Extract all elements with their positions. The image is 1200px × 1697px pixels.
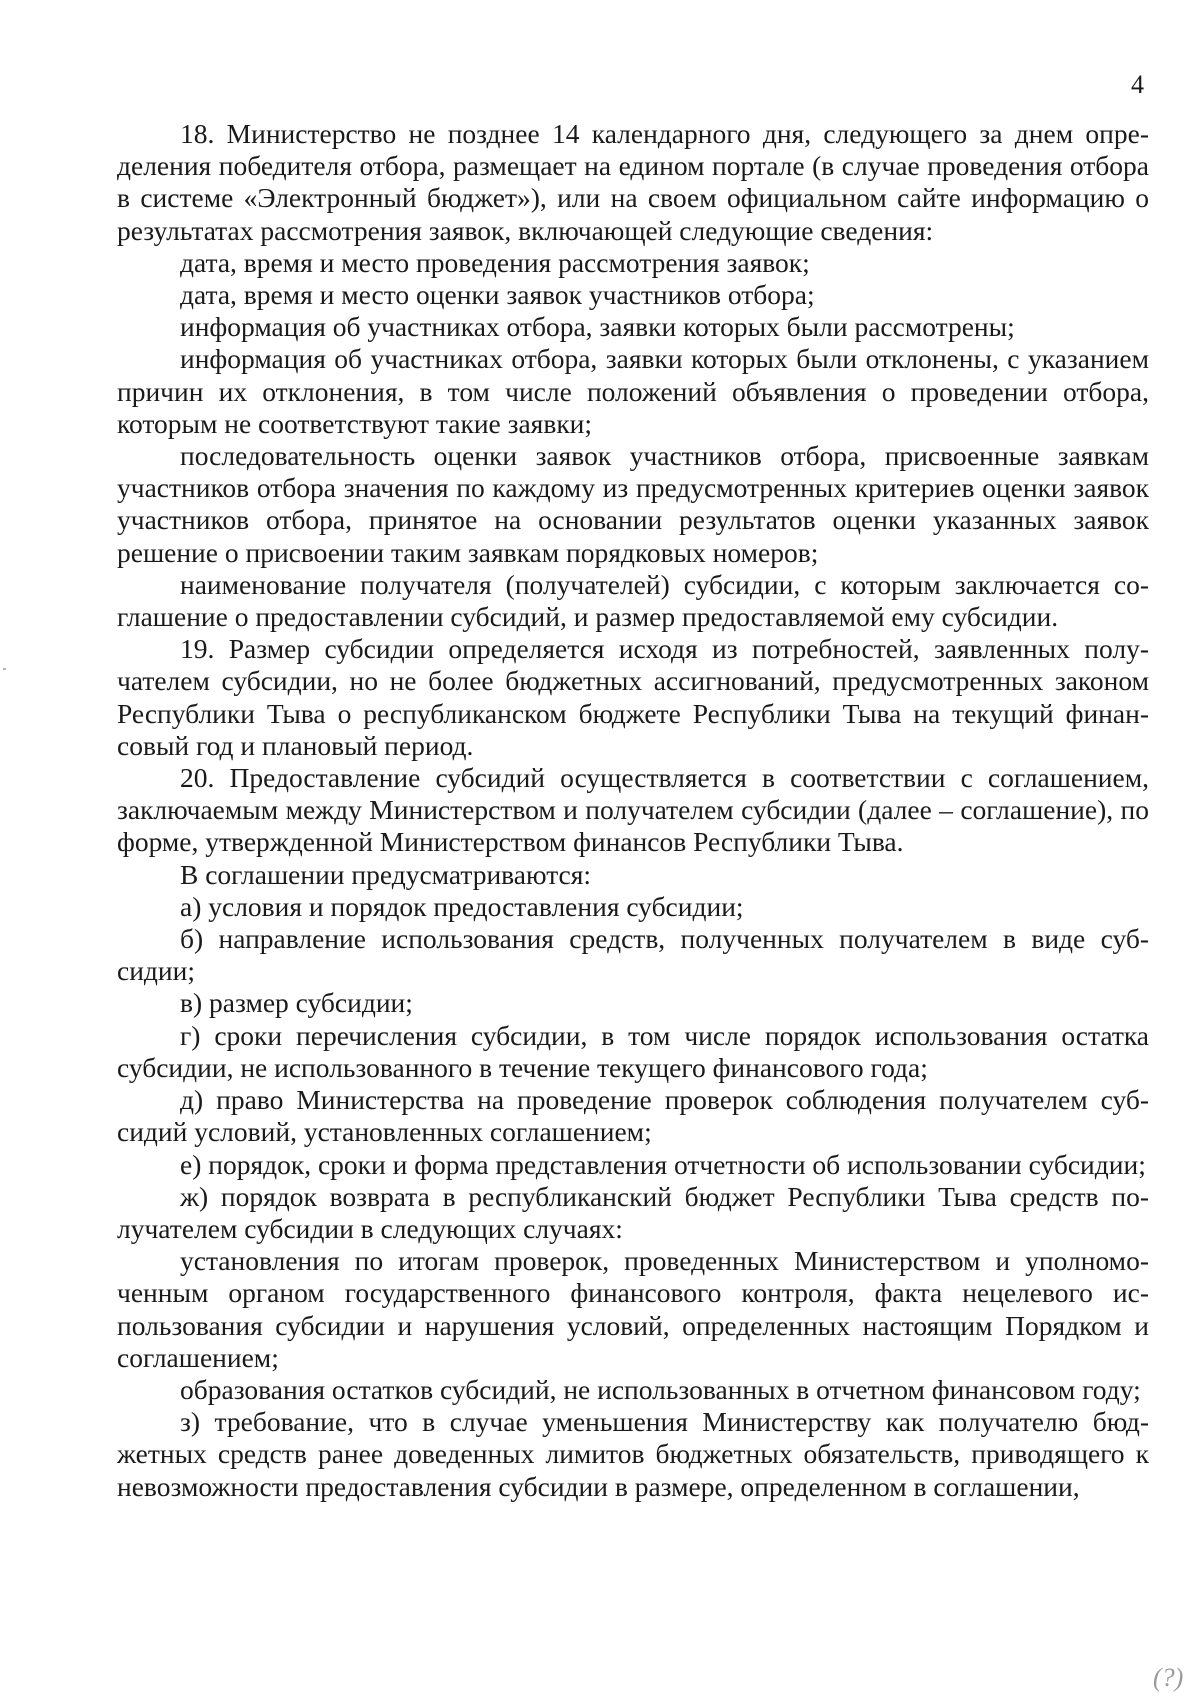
list-item: последовательность оценки заявок участников отбора, присвоенные заявкам участников отбора значения по каждому из предусмотренных критериев оценки заявок участников отбора, принятое на основании результатов оценки указанных заявок решение о присвоении таким заявкам порядковых номеров;: [117, 440, 1149, 568]
paragraph-20: 20. Предоставление субсидий осуществляется в соответствии с соглашением, заключаемым между Министерством и получателем субсидии (далее – соглашение), по форме, утвержденной Министерством финансов Республики Тыва.: [117, 762, 1149, 858]
paragraph-18: 18. Министерство не позднее 14 календарного дня, следующего за днем определения победителя отбора, размещает на едином портале (в случае проведения отбора в системе «Электронный бюджет»), или на своем официальном сайте информацию о результатах рассмотрения заявок, включающей следующие сведения:: [117, 118, 1149, 246]
list-item: е) порядок, сроки и форма представления отчетности об использовании субсидии;: [180, 1148, 1146, 1180]
list-item: б) направление использования средств, полученных получателем в виде субсидии;: [117, 923, 1149, 987]
page-number: 4: [1131, 70, 1144, 99]
list-item: в) размер субсидии;: [180, 987, 413, 1019]
list-item: информация об участниках отбора, заявки которых были рассмотрены;: [180, 311, 1015, 343]
list-item: д) право Министерства на проведение проверок соблюдения получателем субсидий условий, установленных соглашением;: [117, 1084, 1149, 1148]
list-item: наименование получателя (получателей) субсидии, с которым заключается соглашение о предоставлении субсидий, и размер предоставляемой ему субсидии.: [117, 568, 1149, 633]
list-item: информация об участниках отбора, заявки которых были отклонены, с указанием причин их отклонения, в том числе положений объявления о проведении отбора, которым не соответствуют такие заявки;: [117, 343, 1149, 439]
list-item: дата, время и место оценки заявок участников отбора;: [180, 279, 815, 311]
scan-speck: [3, 668, 6, 670]
list-item: дата, время и место проведения рассмотрения заявок;: [180, 246, 810, 278]
paragraph-19: 19. Размер субсидии определяется исходя из потребностей, заявленных получателем субсидии, но не более бюджетных ассигнований, предусмотренных законом Республики Тыва о республиканском бюджете Республики Тыва на текущий финансовый год и плановый период.: [117, 633, 1149, 761]
list-item: а) условия и порядок предоставления субсидии;: [180, 890, 744, 922]
list-item: ж) порядок возврата в республиканский бюджет Республики Тыва средств получателем субсидии в следующих случаях:: [117, 1180, 1149, 1244]
corner-scan-mark: (?): [1153, 1663, 1184, 1692]
paragraph-text: В соглашении предусматриваются:: [180, 858, 592, 890]
document-body: [117, 118, 1149, 1503]
list-item: образования остатков субсидий, не использованных в отчетном финансовом году;: [180, 1373, 1141, 1405]
list-item: установления по итогам проверок, проведенных Министерством и уполномоченным органом государственного финансового контроля, факта нецелевого использования субсидии и нарушения условий, определенных настоящим Порядком и соглашением;: [117, 1245, 1149, 1373]
list-item: г) сроки перечисления субсидии, в том числе порядок использования остатка субсидии, не использованного в течение текущего финансового года;: [117, 1019, 1149, 1083]
list-item: з) требование, что в случае уменьшения Министерству как получателю бюджетных средств ранее доведенных лимитов бюджетных обязательств, приводящего к невозможности предоставления субсидии в размере, определенном в соглашении,: [117, 1406, 1149, 1502]
